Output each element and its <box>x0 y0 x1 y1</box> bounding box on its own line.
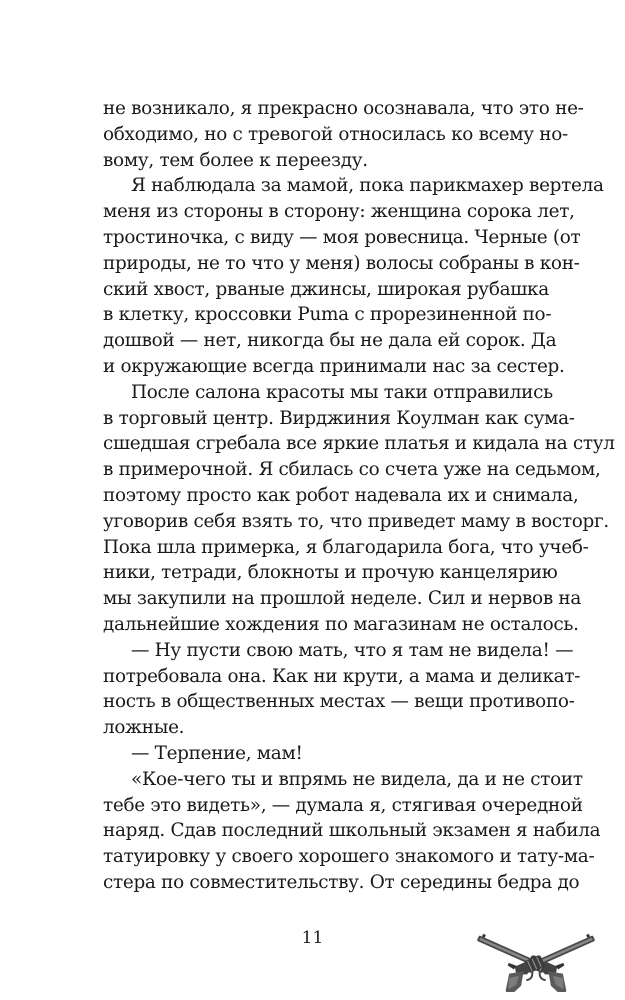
text-line: ность в общественных местах — вещи противопо- <box>103 691 575 713</box>
text-line: «Кое-чего ты и впрямь не видела, да и не стоит <box>131 768 583 790</box>
text-line: меня из стороны в сторону: женщина сорока лет, <box>103 201 575 223</box>
text-line: наряд. Сдав последний школьный экзамен я набила <box>103 820 601 842</box>
text-line: поэтому просто как робот надевала их и снимала, <box>103 484 579 506</box>
text-line: Я наблюдала за мамой, пока парикмахер вертела <box>131 175 604 197</box>
text-line: татуировку у своего хорошего знакомого и тату-ма- <box>103 846 595 868</box>
text-line: После салона красоты мы таки отправились <box>131 381 553 403</box>
text-line: вому, тем более к переезду. <box>103 149 368 171</box>
page-number: 11 <box>301 928 324 948</box>
text-line: — Ну пусти свою мать, что я там не видела! — <box>131 639 574 661</box>
text-line: природы, не то что у меня) волосы собраны в кон- <box>103 252 580 274</box>
text-line: ники, тетради, блокноты и прочую канцелярию <box>103 562 558 584</box>
text-line: и окружающие всегда принимали нас за сестер. <box>103 355 565 377</box>
text-line: — Терпение, мам! <box>131 742 303 764</box>
text-line: тростиночка, с виду — моя ровесница. Черные (от <box>103 226 581 248</box>
text-line: уговорив себя взять то, что приведет маму в восторг. <box>103 510 609 532</box>
text-line: дальнейшие хождения по магазинам не осталось. <box>103 613 579 635</box>
crossed-revolvers-icon <box>472 924 600 992</box>
text-line: в клетку, кроссовки Puma с прорезиненной по- <box>103 304 552 326</box>
text-line: ложные. <box>103 717 185 739</box>
text-line: обходимо, но с тревогой относилась ко всему но- <box>103 123 568 145</box>
text-line: в торговый центр. Вирджиния Коулман как сума- <box>103 407 575 429</box>
text-line: дошвой — нет, никогда бы не дала ей сорок. Да <box>103 330 557 352</box>
text-line: ский хвост, рваные джинсы, широкая рубашка <box>103 278 549 300</box>
text-line: стера по совместительству. От середины бедра до <box>103 871 580 893</box>
text-line: не возникало, я прекрасно осознавала, что это не- <box>103 98 584 119</box>
text-line: Пока шла примерка, я благодарила бога, что учеб- <box>103 536 589 558</box>
text-line: потребовала она. Как ни крути, а мама и деликат- <box>103 665 581 687</box>
text-line: мы закупили на прошлой неделе. Сил и нервов на <box>103 588 582 610</box>
text-line: в примерочной. Я сбилась со счета уже на седьмом, <box>103 459 601 481</box>
text-line: сшедшая сгребала все яркие платья и кидала на стул <box>103 433 615 455</box>
text-line: тебе это видеть», — думала я, стягивая очередной <box>103 794 583 816</box>
body-text <box>103 96 615 896</box>
